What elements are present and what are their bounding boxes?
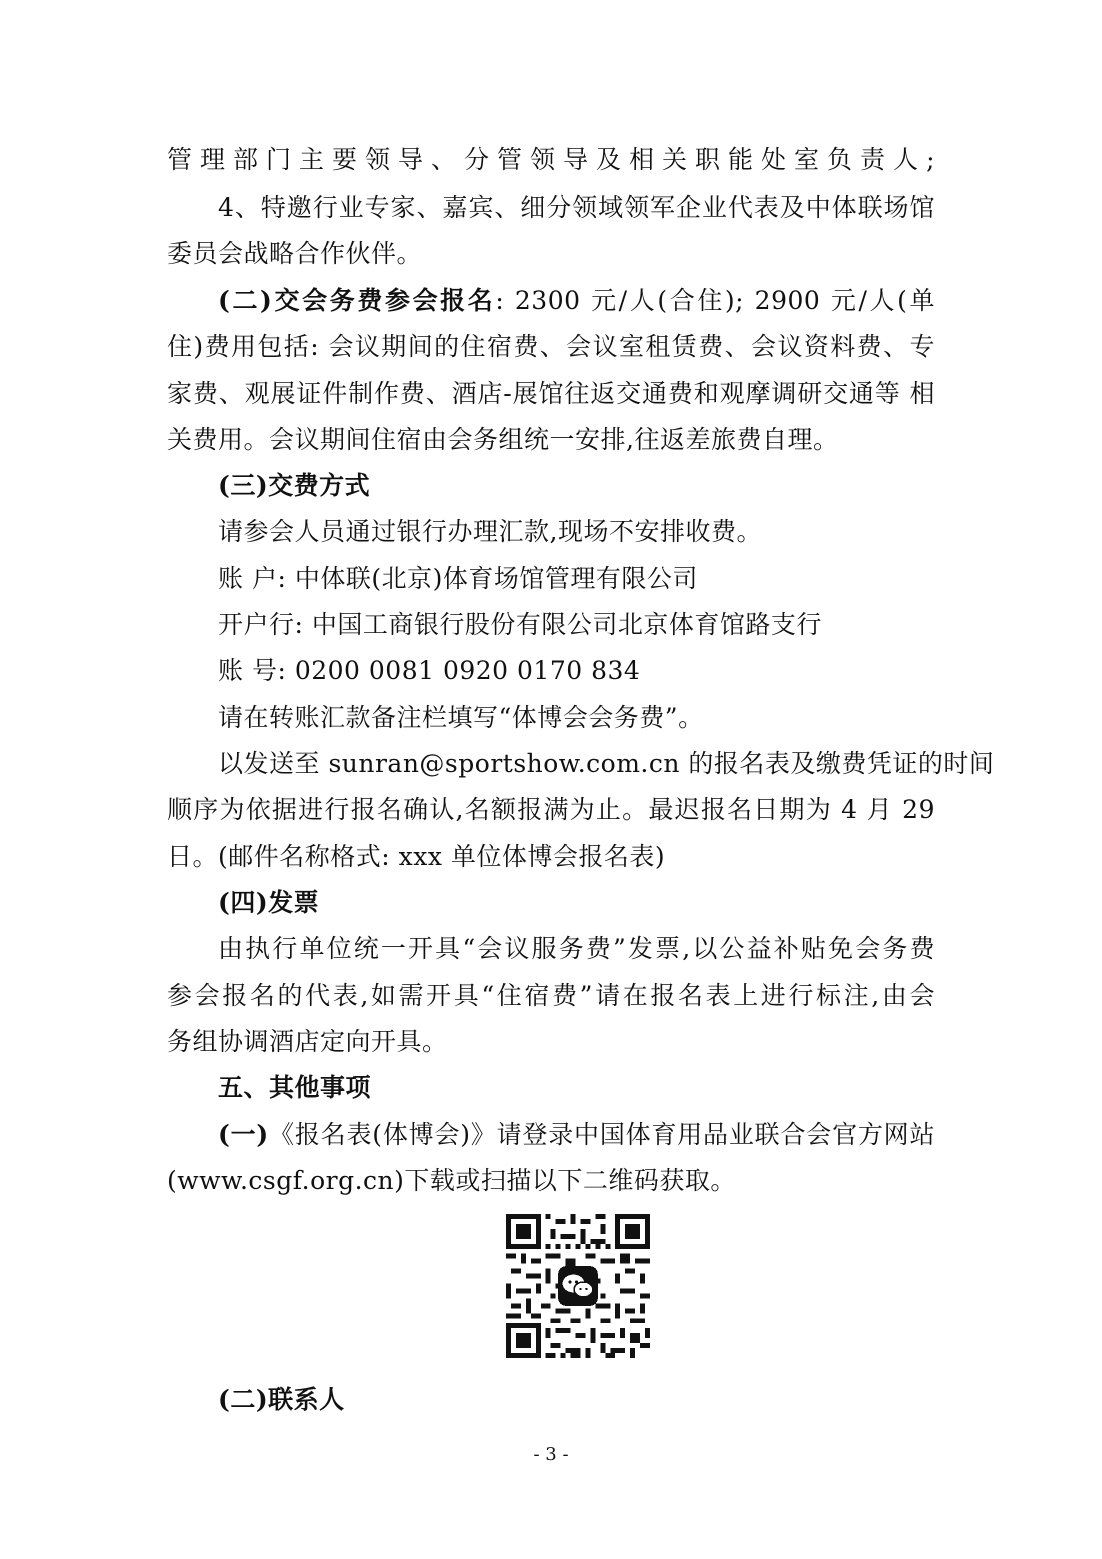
section-heading-invoice: (四)发票 (218, 888, 320, 917)
fee-paragraph-line (218, 285, 935, 317)
account-name: 账 户: 中体联(北京)体育场馆管理有限公司 (218, 564, 698, 593)
subsection-text: 《报名表(体博会)》请登录中国体育用品业联合会官方网站 (268, 1120, 935, 1149)
paragraph-line: 管理部门主要领导、分管领导及相关职能处室负责人; (167, 145, 935, 174)
paragraph-line: 由执行单位统一开具“会议服务费”发票,以公益补贴免会务费 (218, 934, 935, 963)
qr-code-image (506, 1214, 650, 1358)
section-heading-payment: (三)交费方式 (218, 471, 371, 500)
paragraph-line: 委员会战略合作伙伴。 (167, 239, 423, 268)
section-heading-contact: (二)联系人 (218, 1385, 345, 1414)
page-number: - 3 - (533, 1444, 569, 1465)
paragraph-line: 请在转账汇款备注栏填写“体博会会务费”。 (218, 703, 704, 732)
fee-heading: (二)交会务费参会报名 (218, 286, 496, 315)
paragraph-line: 顺序为依据进行报名确认,名额报满为止。最迟报名日期为 4 月 29 (167, 795, 935, 824)
subsection-number: (一) (218, 1120, 269, 1149)
paragraph-line (218, 1119, 935, 1151)
paragraph-line: 请参会人员通过银行办理汇款,现场不安排收费。 (218, 517, 762, 546)
section-heading-other: 五、其他事项 (218, 1073, 372, 1102)
paragraph-line: (www.csgf.org.cn)下载或扫描以下二维码获取。 (167, 1166, 736, 1195)
paragraph-line: 家费、观展证件制作费、酒店-展馆往返交通费和观摩调研交通等 相 (167, 379, 935, 408)
account-number: 账 号: 0200 0081 0920 0170 834 (218, 656, 641, 685)
paragraph-line: 务组协调酒店定向开具。 (167, 1027, 448, 1056)
paragraph-line: 4、特邀行业专家、嘉宾、细分领域领军企业代表及中体联场馆 (218, 193, 935, 222)
paragraph-line: 关费用。会议期间住宿由会务组统一安排,往返差旅费自理。 (167, 425, 839, 454)
bank-name: 开户行: 中国工商银行股份有限公司北京体育馆路支行 (218, 610, 822, 639)
fee-text: : 2300 元/人(合住); 2900 元/人(单 (495, 286, 935, 315)
paragraph-line: 日。(邮件名称格式: xxx 单位体博会报名表) (167, 842, 666, 871)
paragraph-line: 以发送至 sunran@sportshow.com.cn 的报名表及缴费凭证的时间 (218, 749, 995, 778)
paragraph-line: 参会报名的代表,如需开具“住宿费”请在报名表上进行标注,由会 (167, 981, 935, 1010)
paragraph-line: 住)费用包括: 会议期间的住宿费、会议室租赁费、会议资料费、专 (167, 332, 935, 361)
